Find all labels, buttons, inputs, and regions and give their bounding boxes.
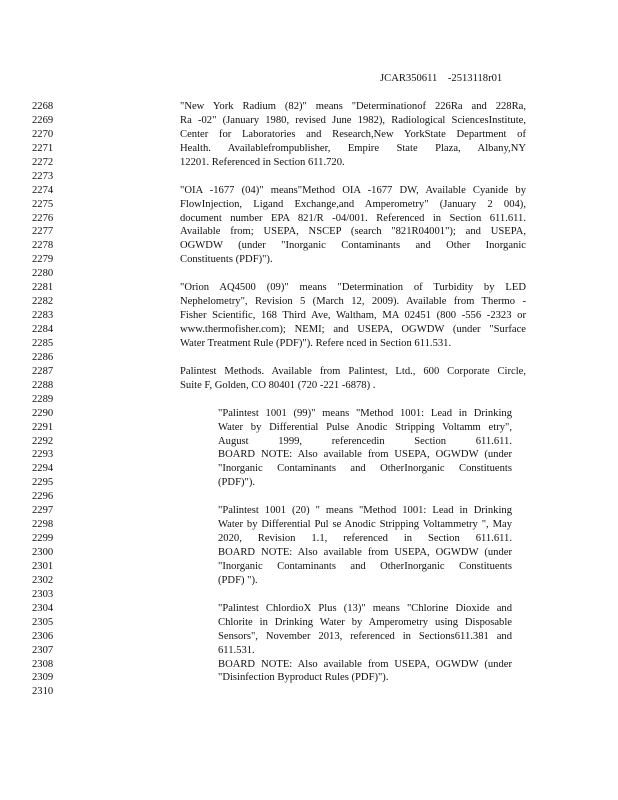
text-line: 611.531. [218, 644, 255, 656]
text-line: "Palintest 1001 (20) " means "Method 1001: Lead in Drinking [218, 505, 512, 517]
line-number: 2296 [32, 491, 54, 503]
text-line: BOARD NOTE: Also available from USEPA, OGWDW (under [218, 547, 512, 558]
text-line: "Orion AQ4500 (09)" means "Determination of Turbidity by LED [180, 282, 526, 294]
blank-line [180, 588, 526, 602]
line-number: 2270 [32, 128, 54, 140]
text-line: Water by Differential Pul se Anodic Stripping Voltammetry ", May [218, 519, 512, 531]
line-number: 2299 [32, 533, 54, 545]
blank-line [180, 267, 526, 281]
line-number: 2292 [32, 435, 54, 447]
line-number: 2295 [32, 477, 54, 489]
definition-paragraph [218, 602, 512, 686]
text-line: August 1999, referencedin Section 611.611. [218, 435, 512, 447]
text-line: Chlorite in Drinking Water by Amperometry using Disposable [218, 616, 512, 628]
line-number: 2269 [32, 114, 54, 126]
line-number: 2297 [32, 505, 54, 517]
text-line: Available from; USEPA, NSCEP (search "821R04001"); and USEPA, [180, 226, 526, 238]
line-number: 2288 [32, 379, 54, 391]
line-number: 2289 [32, 393, 54, 405]
text-line: "New York Radium (82)" means "Determinationof 226Ra and 228Ra, [180, 101, 526, 112]
text-line: (PDF)"). [218, 477, 255, 489]
line-number: 2294 [32, 463, 54, 475]
line-number: 2282 [32, 296, 54, 308]
line-number: 2308 [32, 658, 54, 670]
text-line: (PDF) "). [218, 574, 258, 586]
line-number: 2283 [32, 310, 54, 322]
text-line: "Palintest ChlordioX Plus (13)" means "Chlorine Dioxide and [218, 602, 512, 614]
line-number: 2307 [32, 644, 54, 656]
definition-paragraph [218, 407, 512, 491]
document-body [180, 100, 526, 685]
definition-paragraph [180, 281, 526, 351]
line-number: 2298 [32, 519, 54, 531]
text-line: Sensors", November 2013, referenced in Sections611.381 and [218, 630, 512, 642]
line-number: 2286 [32, 351, 54, 363]
line-number: 2280 [32, 268, 54, 280]
text-line: 2020, Revision 1.1, referenced in Section 611.611. [218, 533, 512, 545]
definition-paragraph [180, 100, 526, 170]
text-line: OGWDW (under "Inorganic Contaminants and Other Inorganic [180, 240, 526, 252]
text-line: "Disinfection Byproduct Rules (PDF)"). [218, 672, 389, 684]
text-line: "OIA -1677 (04)" means"Method OIA -1677 DW, Available Cyanide by [180, 184, 526, 196]
line-number-column [32, 100, 72, 699]
line-number: 2273 [32, 170, 54, 182]
text-line: Fisher Scientific, 168 Third Ave, Waltham, MA 02451 (800 -556 -2323 or [180, 310, 526, 322]
line-number: 2281 [32, 282, 54, 294]
line-number: 2300 [32, 547, 54, 558]
text-line: BOARD NOTE: Also available from USEPA, OGWDW (under [218, 449, 512, 461]
page-header [380, 73, 502, 84]
line-number: 2274 [32, 184, 54, 196]
line-number: 2309 [32, 672, 54, 684]
document-id: JCAR350611 [380, 73, 438, 84]
text-line: 12201. Referenced in Section 611.720. [180, 156, 345, 168]
text-line: document number EPA 821/R -04/001. Referenced in Section 611.611. [180, 212, 526, 224]
text-line: Water Treatment Rule (PDF)"). Refere nced in Section 611.531. [180, 337, 452, 349]
line-number: 2305 [32, 616, 54, 628]
line-number: 2275 [32, 198, 54, 210]
text-line: Center for Laboratories and Research,New YorkState Department of [180, 128, 526, 140]
line-number: 2301 [32, 560, 54, 572]
line-number: 2304 [32, 602, 54, 614]
page-code: -2513118r01 [447, 73, 503, 84]
line-number: 2278 [32, 240, 54, 252]
line-number: 2272 [32, 156, 54, 168]
text-line: Palintest Methods. Available from Palintest, Ltd., 600 Corporate Circle, [180, 365, 526, 377]
line-number: 2268 [32, 101, 54, 112]
line-number: 2279 [32, 254, 54, 266]
line-number: 2303 [32, 588, 54, 600]
blank-line [180, 170, 526, 184]
blank-line [180, 351, 526, 365]
text-line: Health. Availablefrompublisher, Empire State Plaza, Albany,NY [180, 142, 526, 154]
line-number: 2287 [32, 365, 54, 377]
line-number: 2285 [32, 337, 54, 349]
text-line: FlowInjection, Ligand Exchange,and Amperometry" (January 2 004), [180, 198, 526, 210]
line-number: 2306 [32, 630, 54, 642]
text-line: Ra -02" (January 1980, revised June 1982), Radiological SciencesInstitute, [180, 114, 526, 126]
definition-paragraph [180, 184, 526, 268]
blank-line [180, 393, 526, 407]
text-line: "Inorganic Contaminants and OtherInorganic Constituents [218, 463, 512, 475]
text-line: Water by Differential Pulse Anodic Stripping Voltamm etry", [218, 421, 512, 433]
line-number: 2290 [32, 407, 54, 419]
text-line: Suite F, Golden, CO 80401 (720 -221 -6878) . [180, 379, 376, 391]
blank-line [180, 490, 526, 504]
definition-paragraph [180, 365, 526, 393]
line-number: 2291 [32, 421, 54, 433]
text-line: "Palintest 1001 (99)" means "Method 1001: Lead in Drinking [218, 407, 512, 419]
text-line: Nephelometry", Revision 5 (March 12, 2009). Available from Thermo - [180, 296, 526, 308]
line-number: 2302 [32, 574, 54, 586]
text-line: "Inorganic Contaminants and OtherInorganic Constituents [218, 560, 512, 572]
line-number: 2277 [32, 226, 54, 238]
line-number: 2284 [32, 324, 54, 335]
line-number: 2271 [32, 142, 54, 154]
line-number: 2310 [32, 686, 54, 698]
line-number: 2276 [32, 212, 54, 224]
line-number: 2293 [32, 449, 54, 461]
text-line: www.thermofisher.com); NEMI; and USEPA, OGWDW (under "Surface [180, 324, 526, 335]
definition-paragraph [218, 504, 512, 588]
text-line: Constituents (PDF)"). [180, 254, 273, 266]
text-line: BOARD NOTE: Also available from USEPA, OGWDW (under [218, 658, 512, 670]
